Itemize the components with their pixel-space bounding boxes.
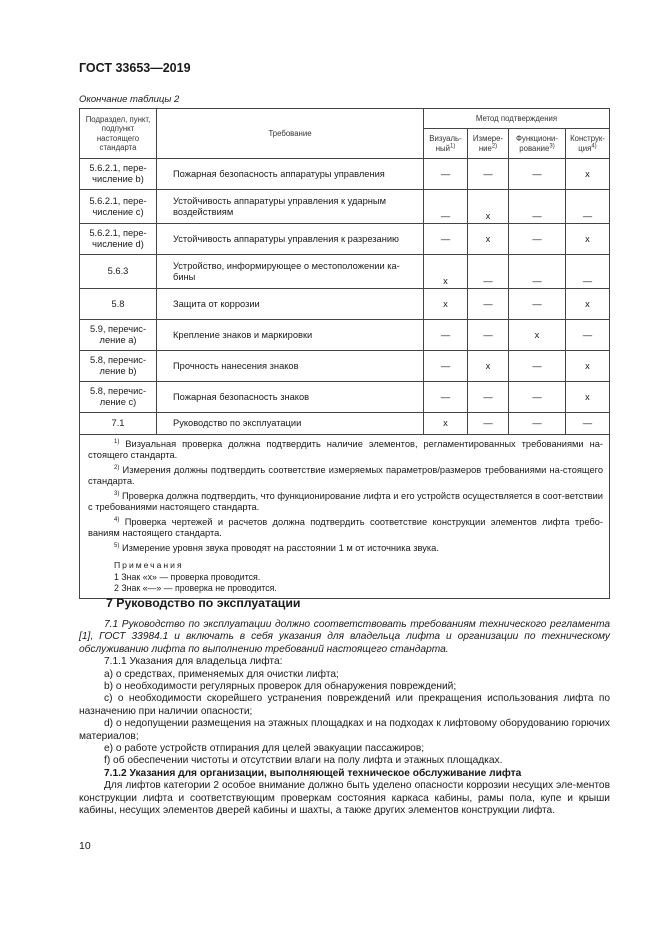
method-col-header: Визуаль-ный$^{1)}$	[424, 129, 468, 159]
row-method-mark: x	[468, 224, 509, 255]
row-method-mark: —	[509, 224, 566, 255]
row-section: 5.6.3	[80, 255, 157, 289]
paragraph-7-1-2-title: 7.1.2 Указания для организации, выполняющей техническое обслуживание лифта	[104, 767, 522, 779]
row-method-mark: —	[566, 320, 610, 351]
paragraph-7-1-1: 7.1.1 Указания для владельца лифта:	[104, 656, 283, 668]
footnote: $^{1)}$ Визуальная проверка должна подтвердить наличие элементов, регламентированных требованиями на-стоящего стандарта.	[88, 438, 603, 460]
row-method-mark: —	[424, 351, 468, 382]
document-header: ГОСТ 33653—2019	[79, 61, 191, 75]
row-requirement: Устойчивость аппаратуры управления к ударным воздействиям	[157, 190, 424, 224]
table-row	[80, 159, 610, 190]
table-row	[80, 289, 610, 320]
table-row	[80, 351, 610, 382]
row-section: 5.6.2.1, пере-числение c)	[80, 190, 157, 224]
table-row	[80, 255, 610, 289]
row-method-mark: x	[566, 224, 610, 255]
row-requirement: Устойчивость аппаратуры управления к разрезанию	[157, 224, 424, 255]
row-method-mark: —	[468, 320, 509, 351]
row-method-mark: —	[509, 413, 566, 435]
paragraph-7-1-2-text: Для лифтов категории 2 особое внимание должно быть уделено опасности коррозии несущих эле-ментов конструкции лифта и соответствующим проверкам состояния каркаса кабины, рамы пола, купе и крыши кабины, несущих элементов дверей кабины и шахты, а также других элементов конструкции лифта.	[79, 780, 610, 817]
row-method-mark: —	[566, 255, 610, 289]
section-7-body	[79, 619, 610, 818]
row-method-mark: —	[468, 159, 509, 190]
method-col-header: Функциони-рование$^{3)}$	[509, 129, 566, 159]
row-method-mark: x	[566, 289, 610, 320]
footnote: $^{2)}$ Измерения должны подтвердить соответствие измеряемых параметров/размеров требованиями на-стоящего стандарта.	[88, 464, 603, 486]
row-method-mark: —	[468, 382, 509, 413]
table-caption: Окончание таблицы 2	[79, 94, 180, 105]
row-method-mark: —	[509, 190, 566, 224]
list-item: d) о недопущении размещения на этажных площадках и на подходах к лифтовому оборудованию горючих материалов;	[79, 718, 610, 742]
table-notes	[80, 435, 610, 599]
list-item: c) о необходимости скорейшего устранения повреждений или прекращения использования лифта по назначению при наличии опасности;	[79, 693, 610, 717]
row-section: 5.6.2.1, пере-числение d)	[80, 224, 157, 255]
row-method-mark: x	[468, 351, 509, 382]
row-requirement: Руководство по эксплуатации	[157, 413, 424, 435]
row-method-mark: x	[468, 190, 509, 224]
row-section: 7.1	[80, 413, 157, 435]
row-method-mark: —	[566, 190, 610, 224]
table-row	[80, 382, 610, 413]
row-requirement: Прочность нанесения знаков	[157, 351, 424, 382]
row-method-mark: —	[468, 289, 509, 320]
table-row	[80, 320, 610, 351]
table-row	[80, 190, 610, 224]
col-header-method: Метод подтверждения	[424, 109, 610, 129]
row-section: 5.8	[80, 289, 157, 320]
row-method-mark: —	[509, 351, 566, 382]
row-method-mark: —	[468, 413, 509, 435]
row-section: 5.8, перечис-ление c)	[80, 382, 157, 413]
method-col-header: Измере-ние$^{2)}$	[468, 129, 509, 159]
row-requirement: Пожарная безопасность знаков	[157, 382, 424, 413]
row-method-mark: x	[424, 413, 468, 435]
row-method-mark: —	[566, 413, 610, 435]
row-method-mark: —	[509, 382, 566, 413]
row-method-mark: —	[424, 320, 468, 351]
table-row	[80, 413, 610, 435]
table-row	[80, 224, 610, 255]
row-method-mark: —	[468, 255, 509, 289]
row-method-mark: —	[424, 190, 468, 224]
requirements-table	[79, 108, 610, 599]
owner-instructions-list	[79, 669, 610, 768]
footnote: $^{4)}$ Проверка чертежей и расчетов должна подтвердить соответствие конструкции элементов лифта требо-ваниям настоящего стандарта.	[88, 516, 603, 538]
table-body	[80, 159, 610, 435]
row-requirement: Устройство, информирующее о местоположении ка-бины	[157, 255, 424, 289]
row-requirement: Пожарная безопасность аппаратуры управления	[157, 159, 424, 190]
col-header-requirement: Требование	[157, 109, 424, 159]
row-method-mark: x	[566, 351, 610, 382]
row-method-mark: x	[566, 159, 610, 190]
row-section: 5.9, перечис-ление a)	[80, 320, 157, 351]
method-col-header: Конструк-ция$^{4)}$	[566, 129, 610, 159]
row-method-mark: —	[509, 289, 566, 320]
row-method-mark: x	[424, 255, 468, 289]
list-item: e) о работе устройств отпирания для целей эвакуации пассажиров;	[104, 743, 425, 755]
row-section: 5.6.2.1, пере-числение b)	[80, 159, 157, 190]
notes-row	[80, 435, 610, 599]
footnote: $^{5)}$ Измерение уровня звука проводят на расстоянии 1 м от источника звука.	[114, 542, 439, 553]
page-number: 10	[79, 840, 91, 852]
row-requirement: Защита от коррозии	[157, 289, 424, 320]
row-method-mark: —	[509, 255, 566, 289]
col-header-section: Подраздел, пункт, подпункт настоящего стандарта	[80, 109, 157, 159]
list-item: f) об обеспечении чистоты и отсутствии влаги на полу лифта и этажных площадках.	[104, 755, 503, 767]
row-method-mark: —	[424, 382, 468, 413]
row-method-mark: —	[509, 159, 566, 190]
notes-title: Примечания	[114, 560, 184, 570]
row-method-mark: —	[424, 224, 468, 255]
row-method-mark: —	[424, 159, 468, 190]
table-header-row	[80, 109, 610, 129]
footnote: $^{3)}$ Проверка должна подтвердить, что функционирование лифта и его устройств осуществляется в соот-ветствии с требованиями настоящего стандарта.	[88, 490, 603, 512]
row-method-mark: x	[566, 382, 610, 413]
note-item: 2 Знак «—» — проверка не проводится.	[114, 583, 277, 593]
row-requirement: Крепление знаков и маркировки	[157, 320, 424, 351]
paragraph-7-1: 7.1 Руководство по эксплуатации должно соответствовать требованиям технического регламента [1], ГОСТ 33984.1 и включать в себя указания для владельца лифта и организации по техническому обслуживанию лифта по выполнению требований настоящего стандарта.	[79, 619, 610, 655]
list-item: a) о средствах, применяемых для очистки лифта;	[104, 668, 339, 680]
list-item: b) о необходимости регулярных проверок для обнаружения повреждений;	[104, 681, 457, 693]
row-method-mark: x	[424, 289, 468, 320]
row-method-mark: x	[509, 320, 566, 351]
section-7-title: 7 Руководство по эксплуатации	[106, 596, 301, 610]
row-section: 5.8, перечис-ление b)	[80, 351, 157, 382]
note-item: 1 Знак «x» — проверка проводится.	[114, 572, 261, 582]
